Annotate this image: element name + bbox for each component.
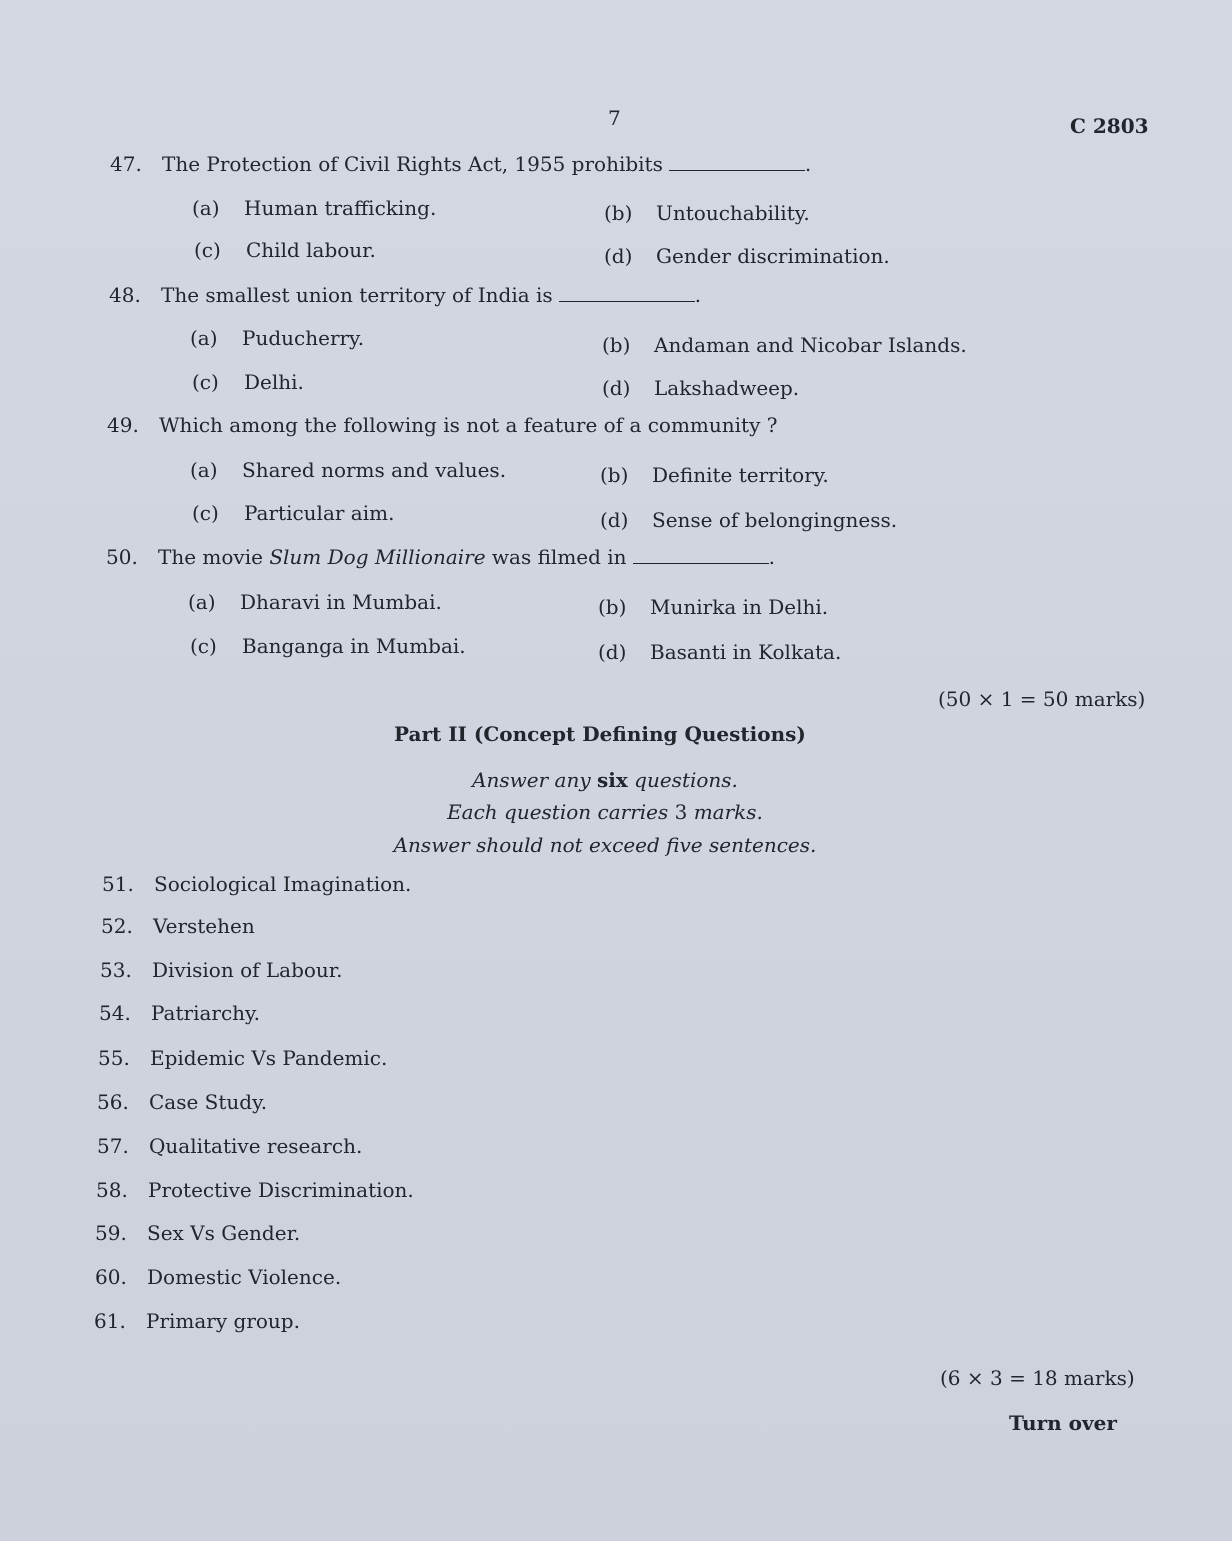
question-52: 52. Verstehen: [101, 914, 255, 938]
option-50d: (d) Basanti in Kolkata.: [598, 640, 842, 664]
question-49: [107, 413, 777, 437]
option-50c: (c) Banganga in Mumbai.: [190, 634, 466, 658]
question-53: 53. Division of Labour.: [100, 958, 343, 982]
question-text: The smallest union territory of India is: [161, 283, 553, 307]
answer-blank: [669, 156, 805, 171]
instruction-3: Answer should not exceed five sentences.: [393, 833, 817, 857]
instruction-1: Answer any six questions.: [472, 768, 738, 792]
instruction-2: Each question carries 3 marks.: [447, 800, 763, 824]
question-number: 50.: [106, 545, 138, 569]
question-56: 56. Case Study.: [97, 1090, 268, 1114]
option-50b: (b) Munirka in Delhi.: [598, 595, 829, 619]
option-49b: (b) Definite territory.: [600, 463, 829, 487]
page-number: 7: [608, 106, 621, 130]
question-58: 58. Protective Discrimination.: [96, 1178, 414, 1202]
question-number: 48.: [109, 283, 141, 307]
option-48c: (c) Delhi.: [192, 370, 304, 394]
question-51: 51. Sociological Imagination.: [102, 872, 412, 896]
question-48: 48. The smallest union territory of India is .: [109, 283, 702, 307]
option-47c: (c) Child labour.: [194, 238, 376, 262]
part1-marks: (50 × 1 = 50 marks): [938, 687, 1146, 711]
question-55: 55. Epidemic Vs Pandemic.: [98, 1046, 388, 1070]
question-57: 57. Qualitative research.: [97, 1134, 363, 1158]
option-48a: (a) Puducherry.: [190, 326, 365, 350]
option-47a: (a) Human trafficking.: [192, 196, 437, 220]
option-48d: (d) Lakshadweep.: [602, 376, 800, 400]
part2-marks: (6 × 3 = 18 marks): [940, 1366, 1135, 1390]
question-47: 47. The Protection of Civil Rights Act, 1955 prohibits .: [110, 152, 812, 176]
option-49c: (c) Particular aim.: [192, 501, 395, 525]
option-49d: (d) Sense of belongingness.: [600, 508, 898, 532]
answer-blank: [559, 287, 695, 302]
question-number: 47.: [110, 152, 142, 176]
movie-title: Slum Dog Millionaire: [269, 545, 486, 569]
option-48b: (b) Andaman and Nicobar Islands.: [602, 333, 967, 357]
option-49a: (a) Shared norms and values.: [190, 458, 507, 482]
question-text-end: was filmed in: [491, 545, 627, 569]
question-54: 54. Patriarchy.: [99, 1001, 261, 1025]
question-50: 50. The movie Slum Dog Millionaire was filmed in .: [106, 545, 775, 569]
option-50a: (a) Dharavi in Mumbai.: [188, 590, 442, 614]
question-60: 60. Domestic Violence.: [95, 1265, 342, 1289]
turn-over: Turn over: [1009, 1411, 1117, 1435]
question-61: 61. Primary group.: [94, 1309, 300, 1333]
question-59: 59. Sex Vs Gender.: [95, 1221, 301, 1245]
question-text: Which among the following is not a feature of a community ?: [159, 413, 778, 437]
question-number: 49.: [107, 413, 139, 437]
paper-code: C 2803: [1070, 114, 1149, 138]
answer-blank: [633, 549, 769, 564]
option-47b: (b) Untouchability.: [604, 201, 810, 225]
option-47d: (d) Gender discrimination.: [604, 244, 890, 268]
question-text: The movie: [158, 545, 263, 569]
part2-title: Part II (Concept Defining Questions): [394, 722, 806, 746]
question-text: The Protection of Civil Rights Act, 1955 prohibits: [162, 152, 663, 176]
